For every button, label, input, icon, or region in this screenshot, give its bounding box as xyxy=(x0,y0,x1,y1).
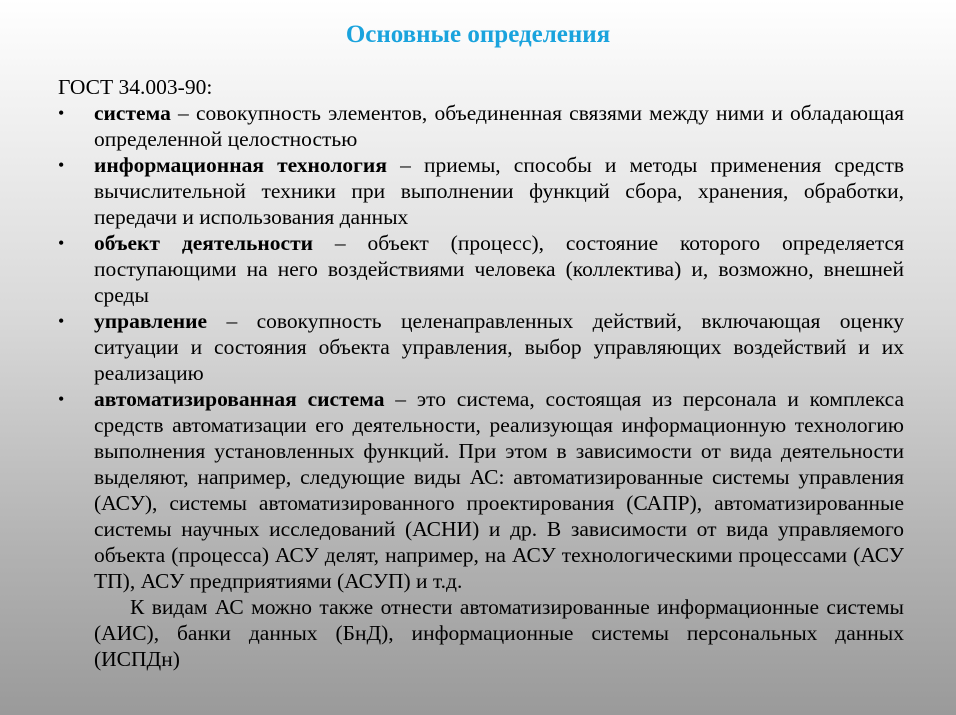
definition-text: – это система, состоящая из персонала и комплекса средств автоматизации его деятельности, реализующая информационную технологию выполнения установленных функций. При этом в зависимости от вида деятельности выделяют, например, следующие виды АС: автоматизированные системы управления (АСУ), системы автоматизированного проектирования (САПР), автоматизированные системы научных исследований (АСНИ) и др. В зависимости от вида управляемого объекта (процесса) АСУ делят, например, на АСУ технологическими процессами (АСУ ТП), АСУ предприятиями (АСУП) и т.д. xyxy=(94,387,904,593)
definition-term: объект деятельности xyxy=(94,231,314,255)
bullet-icon: • xyxy=(58,311,65,331)
definition-text: – совокупность элементов, объединенная связями между ними и обладающая определенной целостностью xyxy=(94,101,904,151)
definition-text: – объект (процесс), состояние которого определяется поступающими на него воздействиями человека (коллектива) и, возможно, внешней среды xyxy=(94,231,904,307)
definition-item xyxy=(58,230,904,308)
bullet-icon: • xyxy=(58,389,65,409)
definition-item xyxy=(58,100,904,152)
definition-text: – совокупность целенаправленных действий, включающая оценку ситуации и состояния объекта управления, выбор управляющих воздействий и их реализацию xyxy=(94,309,904,385)
definition-item xyxy=(58,308,904,386)
definition-text: – приемы, способы и методы применения средств вычислительной техники при выполнении функций сбора, хранения, обработки, передачи и использования данных xyxy=(94,153,904,229)
bullet-icon: • xyxy=(58,103,65,123)
bullet-icon: • xyxy=(58,155,65,175)
slide-title: Основные определения xyxy=(345,21,611,48)
definition-term: управление xyxy=(94,309,208,333)
definition-item xyxy=(58,386,904,594)
slide-content xyxy=(58,74,904,672)
definition-term: автоматизированная система xyxy=(94,387,385,411)
definitions-list xyxy=(58,100,904,594)
closing-paragraph: К видам АС можно также отнести автоматизированные информационные системы (АИС), банки данных (БнД), информационные системы персональных данных (ИСПДн) xyxy=(94,595,904,671)
definition-term: информационная технология xyxy=(94,153,387,177)
standard-reference: ГОСТ 34.003-90: xyxy=(58,75,213,99)
definition-term: система xyxy=(94,101,171,125)
bullet-icon: • xyxy=(58,233,65,253)
definition-item xyxy=(58,152,904,230)
